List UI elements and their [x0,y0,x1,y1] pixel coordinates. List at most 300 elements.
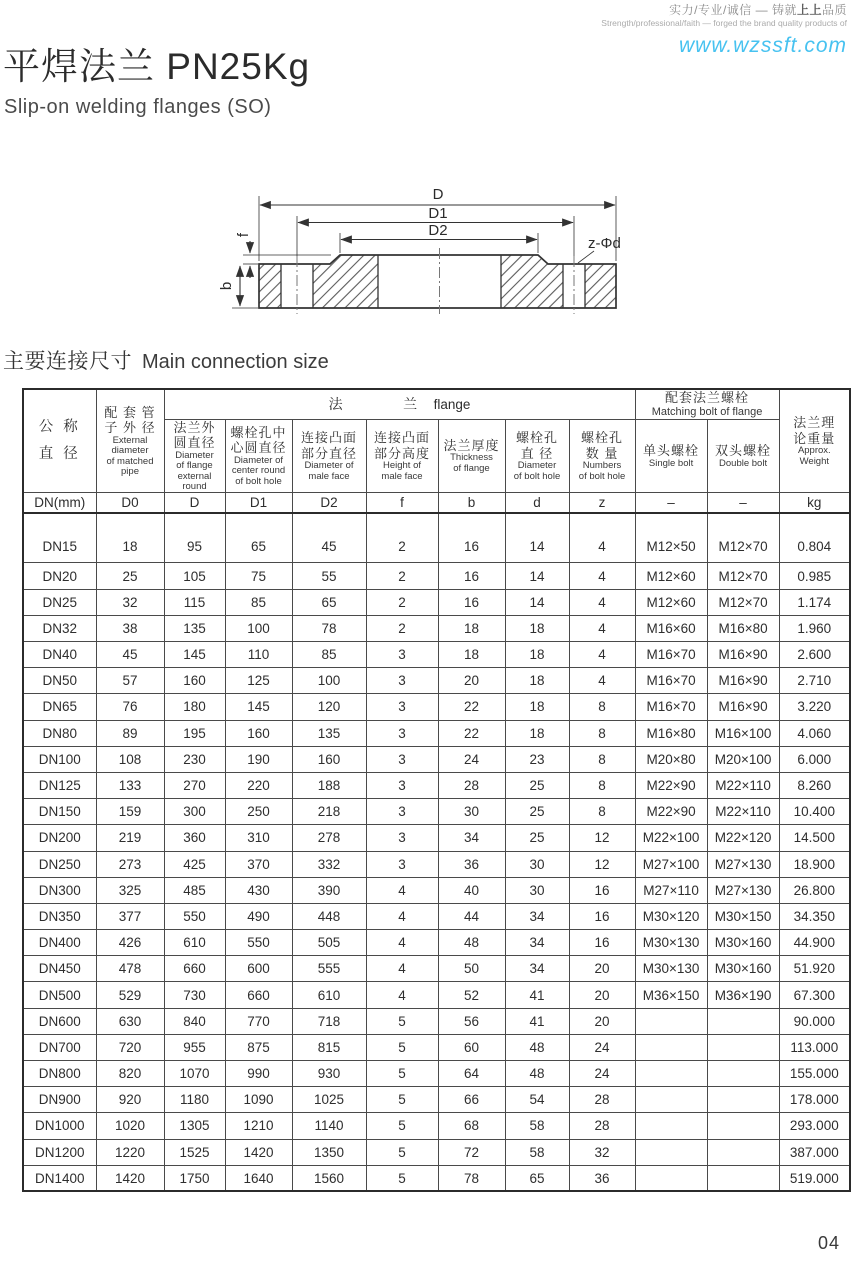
col-header-d2: 连接凸面 部分直径 Diameter of male face [292,419,366,493]
unit-cell: – [635,493,707,513]
table-cell: 65 [505,1165,569,1191]
table-cell: 600 [225,956,292,982]
table-cell: 48 [438,930,505,956]
table-cell: 25 [96,563,164,589]
table-cell: 195 [164,720,225,746]
hatch-left-outer [259,264,281,308]
table-cell: M16×90 [707,642,779,668]
table-cell: M27×130 [707,877,779,903]
brand-website-link[interactable]: www.wzssft.com [678,33,847,57]
table-cell: 125 [225,668,292,694]
table-cell: M12×70 [707,563,779,589]
table-cell: 34.350 [779,903,850,929]
table-cell: M16×80 [707,615,779,641]
table-cell: 28 [438,772,505,798]
table-cell: 78 [438,1165,505,1191]
table-cell: 2 [366,563,438,589]
table-cell: 95 [164,513,225,563]
table-cell: 89 [96,720,164,746]
unit-cell: kg [779,493,850,513]
table-cell: 3.220 [779,694,850,720]
table-cell: 1220 [96,1139,164,1165]
table-cell: 4 [569,615,635,641]
dim-label-D1: D1 [428,205,448,222]
table-cell: 78 [292,615,366,641]
table-cell: 8 [569,799,635,825]
page-subtitle: Slip-on welding flanges (SO) [4,96,272,118]
table-cell: 18 [438,642,505,668]
table-cell: 219 [96,825,164,851]
table-cell: 4 [366,903,438,929]
table-cell: 41 [505,1008,569,1034]
brand-tagline-cn [601,4,847,18]
table-cell: 278 [292,825,366,851]
table-cell: M16×90 [707,668,779,694]
table-cell: M20×80 [635,746,707,772]
unit-cell: z [569,493,635,513]
table-cell: 1210 [225,1113,292,1139]
table-cell: 14 [505,513,569,563]
flange-diagram-svg [198,182,660,324]
table-row [23,956,850,982]
table-cell: M36×150 [635,982,707,1008]
table-cell: 34 [505,956,569,982]
table-row [23,563,850,589]
table-cell: 178.000 [779,1087,850,1113]
table-cell: DN15 [23,513,96,563]
table-row [23,799,850,825]
table-cell: 8.260 [779,772,850,798]
table-cell: 485 [164,877,225,903]
table-cell: M12×70 [707,513,779,563]
dim-label-b: b [218,281,235,291]
table-row [23,772,850,798]
main-table [22,388,851,1192]
table-cell: 30 [505,851,569,877]
table-row [23,1165,850,1191]
table-cell: DN125 [23,772,96,798]
table-cell: 32 [96,589,164,615]
table-cell: 135 [164,615,225,641]
table-cell: M36×190 [707,982,779,1008]
table-cell: 660 [164,956,225,982]
table-cell: 1350 [292,1139,366,1165]
table-cell: 519.000 [779,1165,850,1191]
table-cell: 18 [505,615,569,641]
table-cell: 990 [225,1061,292,1087]
table-cell: 505 [292,930,366,956]
table-cell: DN450 [23,956,96,982]
hatch-left-inner [313,255,378,308]
table-cell: 133 [96,772,164,798]
table-cell [707,1087,779,1113]
table-cell: 18 [96,513,164,563]
table-cell: 36 [569,1165,635,1191]
table-row [23,1113,850,1139]
table-cell: 51.920 [779,956,850,982]
table-cell: 1.174 [779,589,850,615]
table-cell: 16 [569,903,635,929]
table-cell: 730 [164,982,225,1008]
table-cell: 30 [505,877,569,903]
col-header-d0: 配 套 管 子 外 径 External diameter of matched pipe [96,389,164,493]
table-cell: 18.900 [779,851,850,877]
table-row [23,851,850,877]
table-cell: M22×90 [635,799,707,825]
table-cell: 4 [366,956,438,982]
table-cell: 270 [164,772,225,798]
col-header-d1: 螺栓孔中 心圆直径 Diameter of center round of bolt hole [225,419,292,493]
hatch-right-inner [501,255,563,308]
table-cell: M12×60 [635,589,707,615]
table-row [23,720,850,746]
table-cell: M16×100 [707,720,779,746]
table-cell: DN32 [23,615,96,641]
table-cell: 72 [438,1139,505,1165]
table-row [23,1087,850,1113]
table-cell: DN350 [23,903,96,929]
table-cell: 20 [569,956,635,982]
table-cell: M22×110 [707,772,779,798]
page-title: 平焊法兰 PN25Kg [3,46,311,87]
table-cell: M30×160 [707,930,779,956]
table-row [23,642,850,668]
table-cell: 58 [505,1139,569,1165]
table-cell [635,1165,707,1191]
table-cell [635,1008,707,1034]
table-cell: 12 [569,851,635,877]
table-cell: DN600 [23,1008,96,1034]
table-cell: M30×130 [635,956,707,982]
table-cell: 273 [96,851,164,877]
unit-cell: DN(mm) [23,493,96,513]
table-cell: 220 [225,772,292,798]
table-cell: 135 [292,720,366,746]
table-cell: 12 [569,825,635,851]
unit-cell: d [505,493,569,513]
table-row [23,825,850,851]
table-row [23,746,850,772]
table-cell: DN80 [23,720,96,746]
table-cell: 6.000 [779,746,850,772]
dim-label-D2: D2 [428,222,448,239]
table-cell: 8 [569,694,635,720]
table-cell [635,1113,707,1139]
table-cell: 14 [505,563,569,589]
table-cell: 8 [569,746,635,772]
table-cell: 718 [292,1008,366,1034]
table-cell: 332 [292,851,366,877]
table-cell: 22 [438,694,505,720]
table-cell: 55 [292,563,366,589]
table-cell: 159 [96,799,164,825]
col-header-f: 连接凸面 部分高度 Height of male face [366,419,438,493]
table-cell: M12×60 [635,563,707,589]
dim-label-D: D [432,186,444,203]
table-cell: M12×50 [635,513,707,563]
table-cell: 108 [96,746,164,772]
table-cell: 30 [438,799,505,825]
table-cell: 955 [164,1034,225,1060]
table-cell [707,1008,779,1034]
table-cell: 76 [96,694,164,720]
table-cell: DN40 [23,642,96,668]
hatch-right-outer [585,264,616,308]
table-cell: 4 [569,589,635,615]
table-cell: 48 [505,1061,569,1087]
table-cell: 310 [225,825,292,851]
unit-cell: – [707,493,779,513]
table-cell: 32 [569,1139,635,1165]
table-cell: M16×60 [635,615,707,641]
table-cell: 14.500 [779,825,850,851]
col-header-dhole: 螺栓孔 直 径 Diameter of bolt hole [505,419,569,493]
table-cell: 22 [438,720,505,746]
table-cell: 3 [366,694,438,720]
table-cell: M22×120 [707,825,779,851]
table-cell [635,1061,707,1087]
table-cell: 1070 [164,1061,225,1087]
table-cell: 20 [569,1008,635,1034]
table-cell: 377 [96,903,164,929]
table-cell: 930 [292,1061,366,1087]
table-cell: M30×130 [635,930,707,956]
table-cell: 555 [292,956,366,982]
table-cell: 4 [366,982,438,1008]
table-row [23,615,850,641]
table-cell: 115 [164,589,225,615]
table-cell: M16×70 [635,668,707,694]
table-cell: 4 [366,930,438,956]
table-cell: DN1400 [23,1165,96,1191]
table-cell: 840 [164,1008,225,1034]
brand-tagline-cn-bold: 上上 [796,3,822,17]
table-cell: 16 [438,589,505,615]
table-cell: 8 [569,720,635,746]
table-cell: 1025 [292,1087,366,1113]
table-cell: 100 [225,615,292,641]
table-cell: 610 [292,982,366,1008]
table-cell: 16 [438,513,505,563]
table-cell [707,1139,779,1165]
table-cell: M22×100 [635,825,707,851]
table-cell: 110 [225,642,292,668]
table-cell: DN800 [23,1061,96,1087]
table-cell: 4 [569,668,635,694]
table-cell: 28 [569,1113,635,1139]
table-cell: M12×70 [707,589,779,615]
table-cell: 426 [96,930,164,956]
table-cell: 85 [225,589,292,615]
table-row [23,694,850,720]
table-cell: 28 [569,1087,635,1113]
table-cell: 20 [438,668,505,694]
table-cell: 293.000 [779,1113,850,1139]
table-cell: 430 [225,877,292,903]
table-cell: 815 [292,1034,366,1060]
table-cell: 3 [366,851,438,877]
table-cell: 57 [96,668,164,694]
table-cell: 1420 [96,1165,164,1191]
table-cell: 105 [164,563,225,589]
table-cell: 14 [505,589,569,615]
table-cell: 325 [96,877,164,903]
table-cell: 8 [569,772,635,798]
unit-cell: D0 [96,493,164,513]
table-cell: 4 [569,513,635,563]
table-cell: 85 [292,642,366,668]
table-cell: 44 [438,903,505,929]
table-cell: 5 [366,1008,438,1034]
table-cell [635,1034,707,1060]
table-cell: DN250 [23,851,96,877]
table-row [23,668,850,694]
col-header-dn: 公 称 直 径 [23,389,96,493]
table-cell: 58 [505,1113,569,1139]
col-header-b: 法兰厚度 Thickness of flange [438,419,505,493]
table-row [23,982,850,1008]
table-cell: 25 [505,799,569,825]
table-cell: 38 [96,615,164,641]
table-cell: 44.900 [779,930,850,956]
table-cell: M16×80 [635,720,707,746]
table-cell: 160 [292,746,366,772]
table-cell: M27×110 [635,877,707,903]
table-cell: 360 [164,825,225,851]
brand-tagline-cn-pre: 实力/专业/诚信 — 铸就 [669,3,797,17]
table-cell: 4 [569,642,635,668]
table-cell: 2 [366,513,438,563]
table-cell: DN500 [23,982,96,1008]
table-cell: 20 [569,982,635,1008]
table-cell: 67.300 [779,982,850,1008]
table-cell: 40 [438,877,505,903]
table-cell: 1.960 [779,615,850,641]
table-cell: 60 [438,1034,505,1060]
table-cell: DN1200 [23,1139,96,1165]
table-cell: DN65 [23,694,96,720]
brand-tagline-cn-post: 品质 [821,3,847,17]
brand-header [601,4,847,58]
table-cell: 1180 [164,1087,225,1113]
table-cell: 1525 [164,1139,225,1165]
dim-label-f: f [235,232,252,238]
section-title [3,345,329,375]
table-cell: 390 [292,877,366,903]
table-cell: 370 [225,851,292,877]
table-cell: 18 [505,668,569,694]
table-cell: 45 [96,642,164,668]
table-cell: 25 [505,772,569,798]
table-cell: 190 [225,746,292,772]
table-cell: 550 [164,903,225,929]
table-cell: 300 [164,799,225,825]
group-header-matching-bolt: 配套法兰螺栓 Matching bolt of flange [635,389,779,419]
table-cell: 660 [225,982,292,1008]
table-cell: 0.985 [779,563,850,589]
table-cell: 387.000 [779,1139,850,1165]
table-cell: 145 [164,642,225,668]
page-number: 04 [817,1233,840,1253]
table-cell: 3 [366,799,438,825]
table-row [23,1061,850,1087]
table-cell: 52 [438,982,505,1008]
table-cell: 5 [366,1113,438,1139]
table-cell: 490 [225,903,292,929]
table-cell: 2 [366,615,438,641]
table-cell: 66 [438,1087,505,1113]
table-cell: 1140 [292,1113,366,1139]
unit-cell: D2 [292,493,366,513]
col-header-double: 双头螺栓 Double bolt [707,419,779,493]
table-cell: 18 [505,720,569,746]
table-cell: 155.000 [779,1061,850,1087]
table-cell: DN1000 [23,1113,96,1139]
table-cell: 145 [225,694,292,720]
flange-cross-section-diagram [198,182,660,324]
table-cell: DN300 [23,877,96,903]
table-cell: 425 [164,851,225,877]
table-cell: 448 [292,903,366,929]
table-cell: 24 [438,746,505,772]
table-cell: 1420 [225,1139,292,1165]
table-cell: 50 [438,956,505,982]
table-cell: 34 [505,930,569,956]
table-cell: M16×70 [635,642,707,668]
table-row [23,877,850,903]
table-cell: 36 [438,851,505,877]
table-cell: 529 [96,982,164,1008]
table-cell: DN25 [23,589,96,615]
table-cell: 24 [569,1061,635,1087]
table-cell: 113.000 [779,1034,850,1060]
table-cell: 920 [96,1087,164,1113]
table-cell: 65 [292,589,366,615]
table-cell: 3 [366,642,438,668]
table-row [23,1008,850,1034]
table-cell: 18 [505,642,569,668]
table-cell: M30×150 [707,903,779,929]
table-cell: 26.800 [779,877,850,903]
brand-tagline-en: Strength/professional/faith — forged the brand quality products of [601,17,847,28]
table-cell: 1020 [96,1113,164,1139]
table-cell: 5 [366,1165,438,1191]
table-cell: 250 [225,799,292,825]
table-cell: 4 [569,563,635,589]
table-cell [707,1061,779,1087]
table-cell: 1305 [164,1113,225,1139]
table-cell: 610 [164,930,225,956]
table-row [23,1139,850,1165]
col-header-z: 螺栓孔 数 量 Numbers of bolt hole [569,419,635,493]
table-cell: 160 [225,720,292,746]
table-cell: 4.060 [779,720,850,746]
table-cell: 23 [505,746,569,772]
table-cell: 2.710 [779,668,850,694]
table-cell [707,1113,779,1139]
table-cell: M16×90 [707,694,779,720]
table-cell: 2.600 [779,642,850,668]
title-block [3,36,310,119]
table-cell: 75 [225,563,292,589]
table-cell: 5 [366,1087,438,1113]
table-cell: 820 [96,1061,164,1087]
units-row [23,493,850,513]
col-header-single: 单头螺栓 Single bolt [635,419,707,493]
table-cell: 230 [164,746,225,772]
unit-cell: D [164,493,225,513]
leader-line-zd [578,251,594,263]
